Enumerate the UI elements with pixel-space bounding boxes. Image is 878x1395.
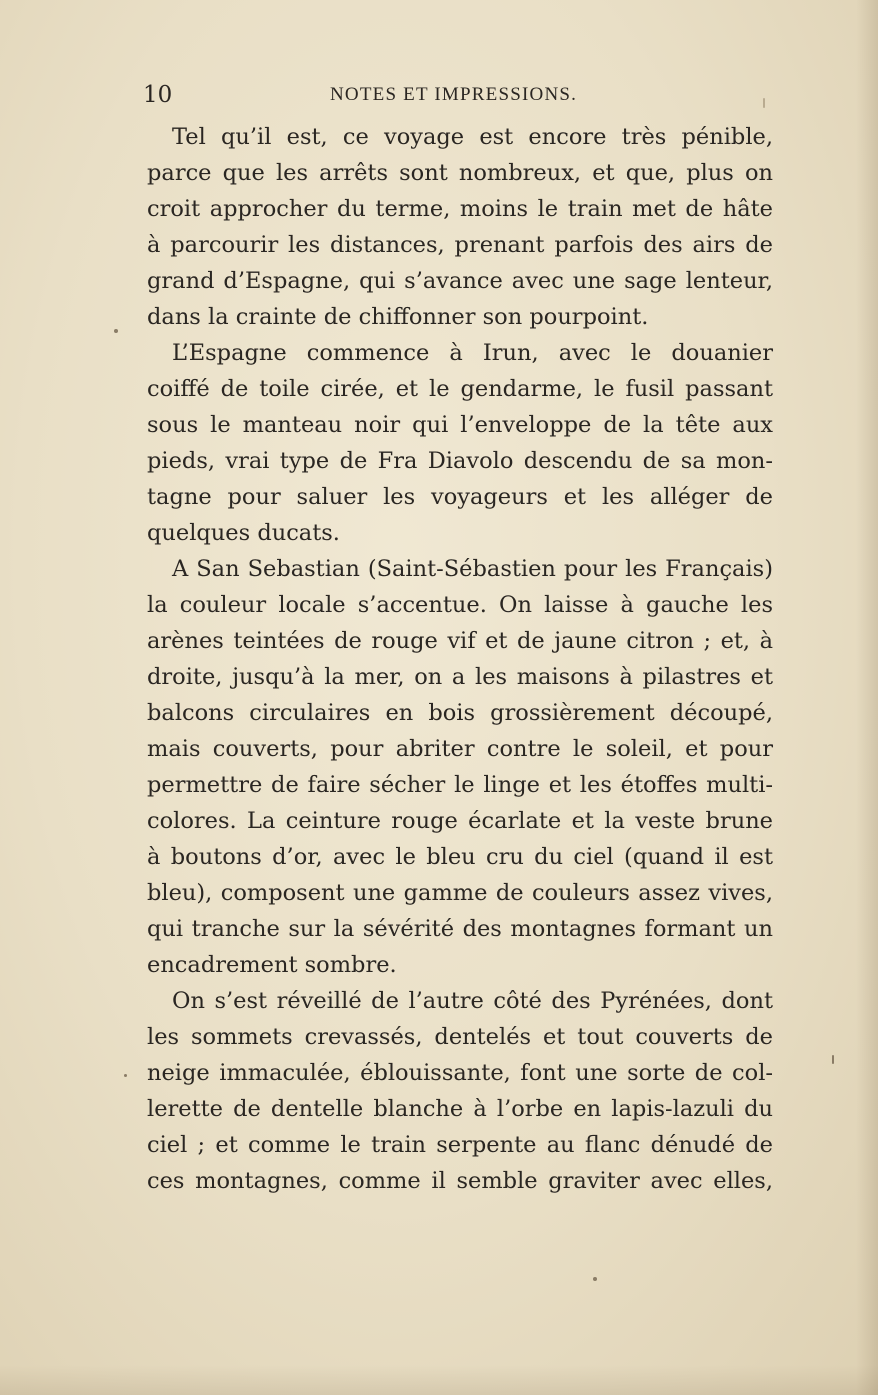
text-line: A San Sebastian (Saint-Sébastien pour les Français) (172, 556, 773, 582)
text-line: neige immaculée, éblouissante, font une sorte de col- (147, 1060, 773, 1086)
text-line: ciel ; et comme le train serpente au flanc dénudé de (147, 1132, 773, 1158)
text-line: à parcourir les distances, prenant parfois des airs de (147, 232, 773, 258)
text-line: L’Espagne commence à Irun, avec le douanier (172, 340, 773, 366)
text-line: qui tranche sur la sévérité des montagnes formant un (147, 916, 773, 942)
text-line: coiffé de toile cirée, et le gendarme, le fusil passant (147, 376, 773, 402)
text-line: colores. La ceinture rouge écarlate et la veste brune (147, 808, 773, 834)
text-line: tagne pour saluer les voyageurs et les alléger de (147, 484, 773, 510)
text-line: les sommets crevassés, dentelés et tout couverts de (147, 1024, 773, 1050)
running-head: NOTES ET IMPRESSIONS. (330, 84, 578, 105)
text-line: arènes teintées de rouge vif et de jaune citron ; et, à (147, 628, 773, 654)
page-edge-shadow-bottom (0, 1365, 878, 1395)
text-line: permettre de faire sécher le linge et les étoffes multi- (147, 772, 773, 798)
text-line: balcons circulaires en bois grossièrement découpé, (147, 700, 773, 726)
text-line: Tel qu’il est, ce voyage est encore très pénible, (172, 124, 773, 150)
text-line: à boutons d’or, avec le bleu cru du ciel (quand il est (147, 844, 773, 870)
paper-speck (593, 1277, 597, 1281)
text-line: grand d’Espagne, qui s’avance avec une sage lenteur, (147, 268, 773, 294)
paper-speck (114, 329, 118, 333)
page-header (143, 80, 771, 110)
text-line: droite, jusqu’à la mer, on a les maisons à pilastres et (147, 664, 773, 690)
text-line: parce que les arrêts sont nombreux, et que, plus on (147, 160, 773, 186)
text-line: bleu), composent une gamme de couleurs assez vives, (147, 880, 773, 906)
text-line: On s’est réveillé de l’autre côté des Pyrénées, dont (172, 988, 773, 1014)
text-line: quelques ducats. (147, 520, 340, 546)
text-line: encadrement sombre. (147, 952, 397, 978)
body-text (147, 119, 773, 1199)
text-line: sous le manteau noir qui l’enveloppe de la tête aux (147, 412, 773, 438)
text-line: croit approcher du terme, moins le train met de hâte (147, 196, 773, 222)
text-line: ces montagnes, comme il semble graviter avec elles, (147, 1168, 773, 1194)
text-line: la couleur locale s’accentue. On laisse à gauche les (147, 592, 773, 618)
text-line: pieds, vrai type de Fra Diavolo descendu de sa mon- (147, 448, 773, 474)
paper-speck (124, 1074, 127, 1077)
page-number: 10 (143, 82, 173, 108)
page-edge-shadow-right (856, 0, 878, 1395)
paper-speck (832, 1055, 834, 1064)
text-line: mais couverts, pour abriter contre le soleil, et pour (147, 736, 773, 762)
text-line: lerette de dentelle blanche à l’orbe en lapis-lazuli du (147, 1096, 773, 1122)
text-line: dans la crainte de chiffonner son pourpoint. (147, 304, 649, 330)
